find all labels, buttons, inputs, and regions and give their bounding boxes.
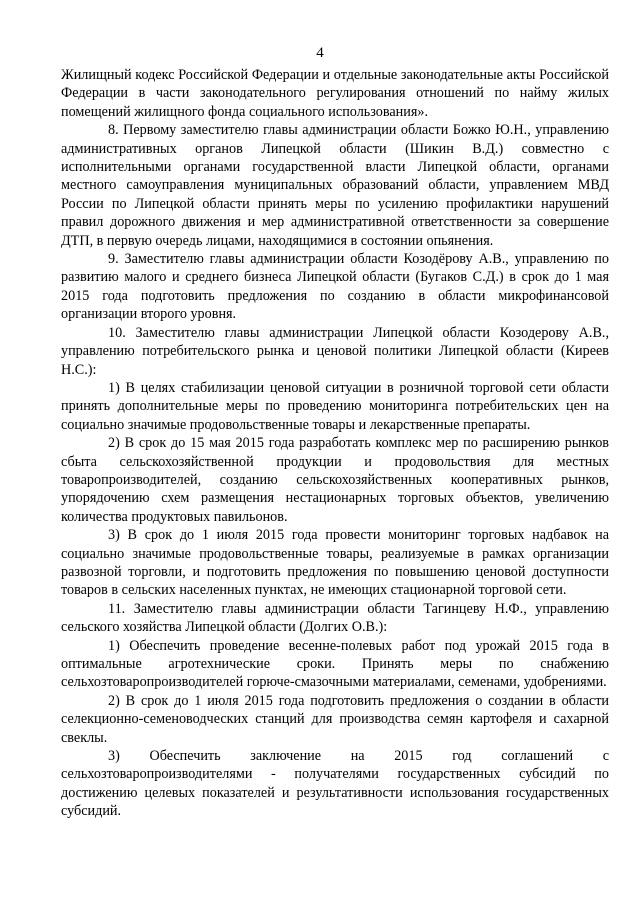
paragraph-item-9: 9. Заместителю главы администрации области Козодёрову А.В., управлению по развитию малого и среднего бизнеса Липецкой области (Бугаков С.Д.) в срок до 1 мая 2015 года подготовить предложения по созданию в области микрофинансовой организации второго уровня. bbox=[61, 251, 609, 323]
paragraph-item-8: 8. Первому заместителю главы администрации области Божко Ю.Н., управлению административных органов Липецкой области (Шикин В.Д.) совместно с исполнительными органами государственной власти Липецкой области, органами местного самоуправления муниципальных образований области, управлением МВД России по Липецкой области принять меры по усилению профилактики нарушений правил дорожного движения и мер административной ответственности за совершение ДТП, в первую очередь лицами, находящимися в состоянии опьянения. bbox=[61, 122, 609, 249]
paragraph-continuation: Жилищный кодекс Российской Федерации и отдельные законодательные акты Российской Федерации в части законодательного регулирования отношений по найму жилых помещений жилищного фонда социального использования». bbox=[61, 67, 609, 120]
paragraph-item-11-1: 1) Обеспечить проведение весенне-полевых работ под урожай 2015 года в оптимальные агротехнические сроки. Принять меры по снабжению сельхозтоваропроизводителей горюче-смазочными материалами, семенами, удобрениями. bbox=[61, 637, 609, 691]
paragraph-item-10: 10. Заместителю главы администрации Липецкой области Козодерову А.В., управлению потребительского рынка и ценовой политики Липецкой области (Киреев Н.С.): bbox=[61, 324, 609, 378]
paragraph-item-10-1: 1) В целях стабилизации ценовой ситуации в розничной торговой сети области принять дополнительные меры по проведению мониторинга потребительских цен на социально значимые продовольственные товары и лекарственные препараты. bbox=[61, 379, 609, 433]
document-body bbox=[61, 66, 609, 821]
paragraph-item-11: 11. Заместителю главы администрации области Тагинцеву Н.Ф., управлению сельского хозяйства Липецкой области (Долгих О.В.): bbox=[61, 600, 609, 636]
paragraph-item-10-2: 2) В срок до 15 мая 2015 года разработать комплекс мер по расширению рынков сбыта сельскохозяйственной продукции и продовольствия для местных товаропроизводителей, созданию сельскохозяйственных кооперативных рынков, упорядочению схем размещения нестационарных торговых объектов, увеличению количества продуктовых павильонов. bbox=[61, 435, 609, 525]
paragraph-item-11-2: 2) В срок до 1 июля 2015 года подготовить предложения о создании в области селекционно-семеноводческих станций для производства семян картофеля и сахарной свеклы. bbox=[61, 692, 609, 746]
paragraph-item-11-3: 3) Обеспечить заключение на 2015 год соглашений с сельхозтоваропроизводителями - получателями государственных субсидий по достижению целевых показателей и результативности использования государственных субсидий. bbox=[61, 748, 609, 820]
paragraph-item-10-3: 3) В срок до 1 июля 2015 года провести мониторинг торговых надбавок на социально значимые продовольственные товары, реализуемые в рамках организации развозной торговли, и подготовить предложения по повышению ценовой доступности товаров в сельских населенных пунктах, не имеющих стационарной торговой сети. bbox=[61, 527, 609, 599]
page-number: 4 bbox=[316, 45, 324, 61]
